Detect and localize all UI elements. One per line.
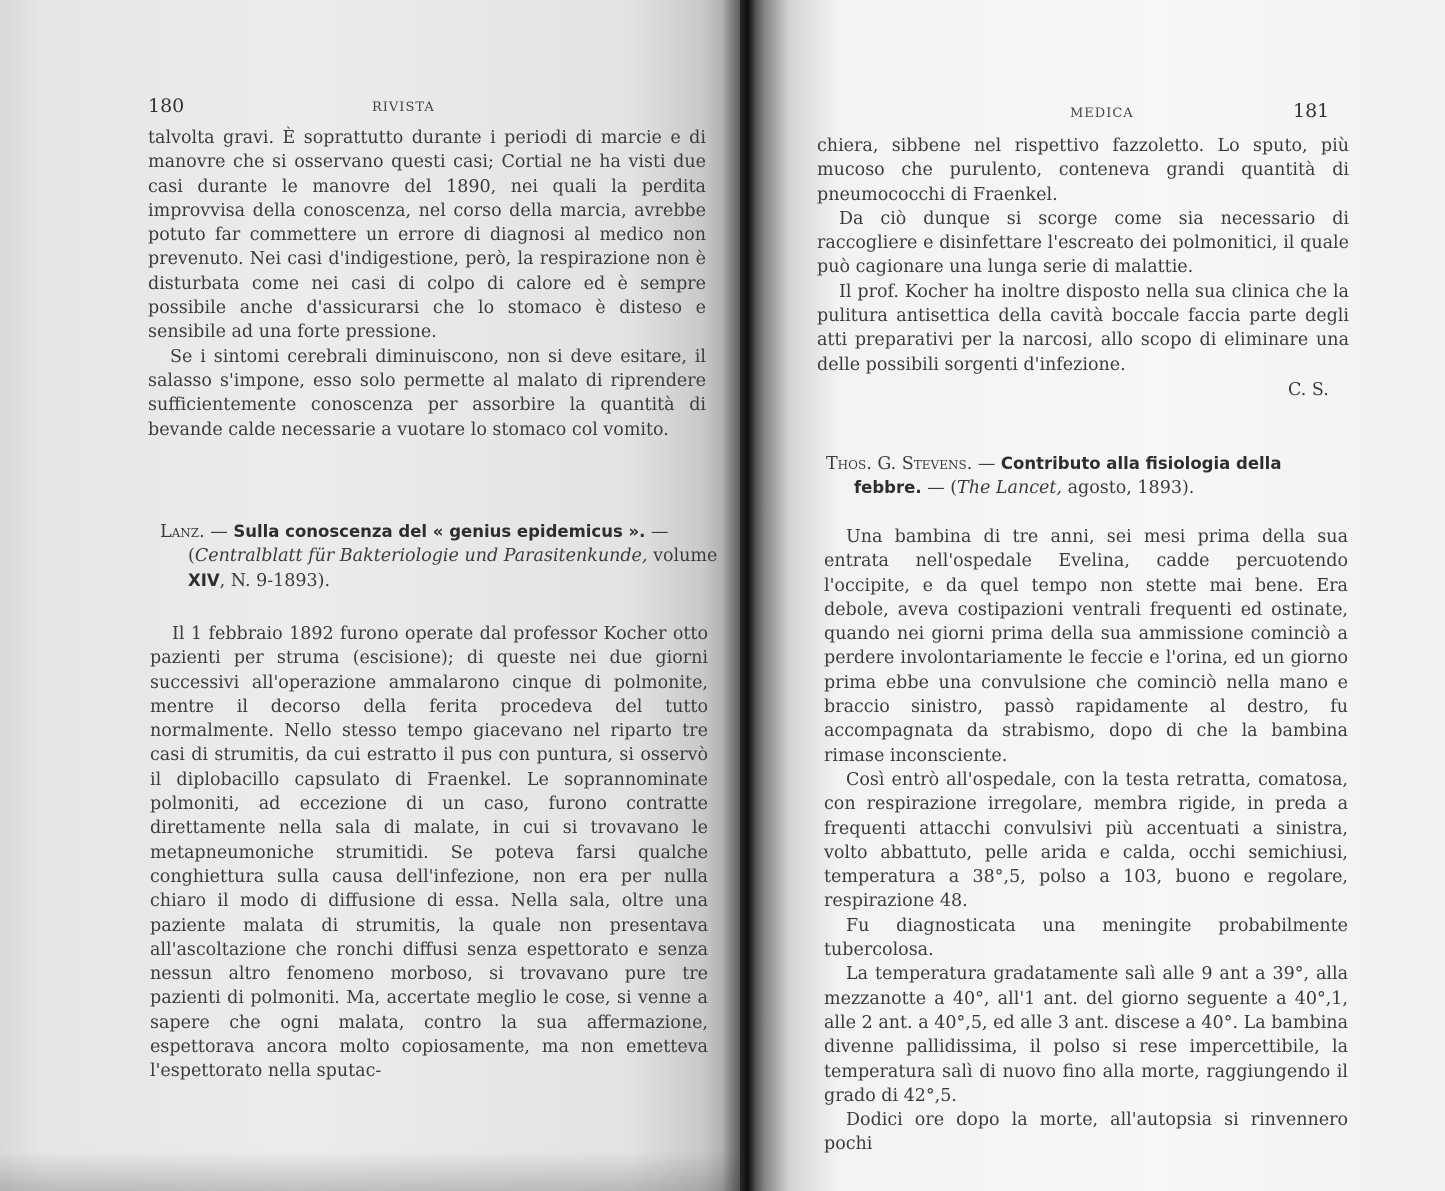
paragraph: Una bambina di tre anni, sei mesi prima della sua entrata nell'ospedale Evelina, cadde percuotendo l'occipite, e da quel tempo non stette mai bene. Era debole, aveva costipazioni ventrali frequenti ed ostinate, quando nei giorni prima della sua ammissione cominciò a perdere involontariamente le feccie e l'orina, ed un giorno prima ebbe una convulsione che cominciò nella mano e braccio sinistro, passò rapidamente al destro, fu accompagnata da strabismo, dopo di che la bambina rimase inconsciente. xyxy=(824,527,1348,766)
right-intro-text xyxy=(817,134,1349,377)
right-page xyxy=(740,0,1445,1191)
paragraph: Il 1 febbraio 1892 furono operate dal professor Kocher otto pazienti per struma (escisione); di queste nei due giorni successivi all'operazione ammalarono cinque di polmonite, mentre il decorso della ferita procedeva del tutto normalmente. Nello stesso tempo giacevano nel riparto tre casi di strumitis, da cui estratto il pus con puntura, si osservò il diplobacillo capsulato di Fraenkel. Le soprannominate polmoniti, ad eccezione di un caso, furono contratte direttamente nella sala di malate, in cui si trovavano le metapneumoniche strumitidi. Se poteva farsi qualche conghiettura sulla causa dell'infezione, non era per nulla chiaro il modo di diffusione di essa. Nella sala, oltre una paziente malata di strumitis, la quale non presentava all'ascoltazione che ronchi diffusi senza espettorato e senza nessun altro fenomeno morboso, si trovavano pure tre pazienti di polmoniti. Ma, accertate meglio le cose, si venne a sapere che ogni malata, contro la sua affermazione, espettorava ancora molto copiosamente, ma non emetteva l'espettorato nella sputac- xyxy=(150,624,708,1082)
right-article-body xyxy=(824,525,1348,1157)
article-source-date: agosto, 1893). xyxy=(1067,478,1195,499)
paragraph: Fu diagnosticata una meningite probabilmente tubercolosa. xyxy=(824,915,1348,961)
article-title-line1: Contributo alla fisiologia della xyxy=(1000,454,1282,473)
left-intro-text xyxy=(148,126,706,442)
article-author: Thos. G. Stevens. xyxy=(826,454,973,474)
article-title-line2: febbre. xyxy=(854,478,922,498)
paragraph: Se i sintomi cerebrali diminuiscono, non si deve esitare, il salasso s'impone, esso solo permette al malato di riprendere sufficientemente conoscenza per assorbire la quantità di bevande calde necessarie a vuotare lo stomaco col vomito. xyxy=(148,346,706,440)
article-title: Sulla conoscenza del « genius epidemicus ». xyxy=(233,522,646,541)
left-article-body xyxy=(150,622,708,1084)
article-heading-lanz: Lanz. — Sulla conoscenza del « genius epidemicus ». — (Centralblatt für Bakteriologie und Parasitenkunde, volume XIV, N. 9-1893). xyxy=(160,522,718,591)
paragraph: Così entrò all'ospedale, con la testa retratta, comatosa, con respirazione irregolare, membra rigide, in preda a frequenti attacchi convulsivi più accentuati a sinistra, volto abbattuto, pelle arida e calda, occhi semichiusi, temperatura a 38°,5, polso a 103, buono e regolare, respirazione 48. xyxy=(824,769,1348,912)
book-gutter xyxy=(722,0,764,1191)
article-source-volume: XIV xyxy=(188,570,220,590)
article-heading-stevens: Thos. G. Stevens. — Contributo alla fisiologia della febbre. — (The Lancet, agosto, 1893). xyxy=(826,454,1282,499)
paragraph: talvolta gravi. È soprattutto durante i periodi di marcie e di manovre che si osservano questi casi; Cortial ne ha visti due casi durante le manovre del 1890, nei quali la perdita improvvisa della conoscenza, nel corso della marcia, avrebbe potuto far commettere un errore di diagnosi al medico non prevenuto. Nei casi d'indigestione, però, la respirazione non è disturbata come nei casi di colpo di calore ed è sempre possibile anche d'assicurarsi che lo stomaco è disteso e sensibile ad una forte pressione. xyxy=(148,128,706,343)
page-number-right: 181 xyxy=(1293,100,1330,122)
article-source-journal: The Lancet, xyxy=(957,478,1062,499)
paragraph: Da ciò dunque si scorge come sia necessario di raccogliere e disinfettare l'escreato dei polmonitici, il quale può cagionare una lunga serie di malattie. xyxy=(817,208,1349,278)
running-head-left: RIVISTA xyxy=(372,100,435,115)
paragraph: Il prof. Kocher ha inoltre disposto nella sua clinica che la pulitura antisettica della cavità boccale faccia parte degli atti preparativi per la narcosi, allo scopo di eliminare una delle possibili sorgenti d'infezione. xyxy=(817,281,1349,375)
page-number-left: 180 xyxy=(148,95,185,117)
article-source-issue: N. 9-1893). xyxy=(230,570,331,591)
article-source-journal: Centralblatt für Bakteriologie und Parasitenkunde, xyxy=(194,546,648,567)
article-source-volume-prefix: volume xyxy=(653,546,718,567)
article-author: Lanz. xyxy=(160,522,205,542)
paragraph: chiera, sibbene nel rispettivo fazzoletto. Lo sputo, più mucoso che purulento, conteneva grandi quantità di pneumococchi di Fraenkel. xyxy=(817,136,1349,205)
running-head-right: MEDICA xyxy=(1070,106,1134,121)
paragraph: Dodici ore dopo la morte, all'autopsia si rinvennero pochi xyxy=(824,1110,1348,1155)
signature: C. S. xyxy=(1288,380,1329,400)
page-shadow xyxy=(0,1151,740,1191)
paragraph: La temperatura gradatamente salì alle 9 ant a 39°, alla mezzanotte a 40°, all'1 ant. del giorno seguente a 40°,1, alle 2 ant. a 40°,5, ed alle 3 ant. discese a 40°. La bambina divenne pallidissima, il polso si rese impercettibile, la temperatura salì di nuovo fino alla morte, raggiungendo il grado di 42°,5. xyxy=(824,964,1348,1106)
